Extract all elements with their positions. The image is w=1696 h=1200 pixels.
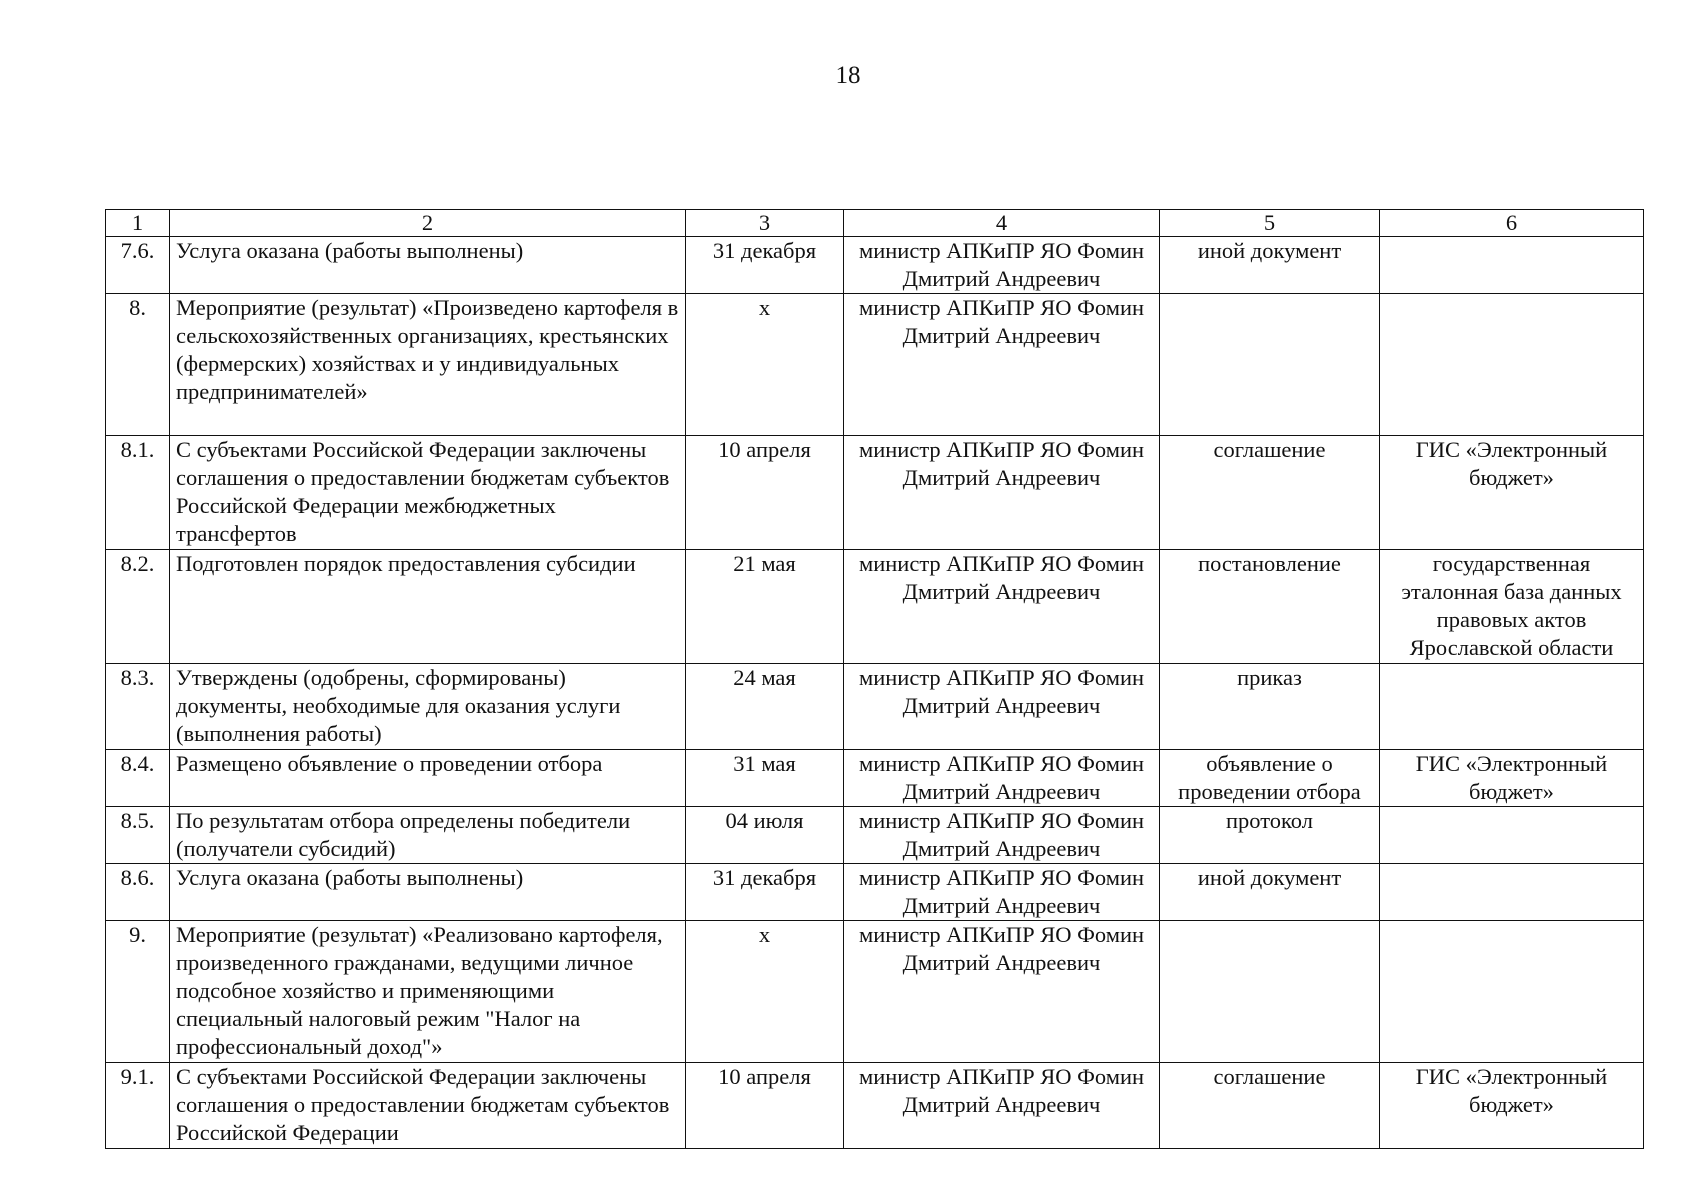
information-system-cell: ГИС «Электронный бюджет» (1380, 750, 1644, 807)
table-row (106, 237, 1644, 294)
deadline-cell: х (686, 294, 844, 436)
deadline-cell: 31 мая (686, 750, 844, 807)
row-number-cell: 8.5. (106, 807, 170, 864)
row-number-cell: 9. (106, 921, 170, 1063)
deadline-cell: 31 декабря (686, 237, 844, 294)
responsible-cell: министр АПКиПР ЯО Фомин Дмитрий Андреевич (844, 921, 1160, 1063)
schedule-table (105, 209, 1644, 1149)
deadline-cell: 10 апреля (686, 436, 844, 550)
deadline-cell: 10 апреля (686, 1063, 844, 1149)
information-system-cell: ГИС «Электронный бюджет» (1380, 1063, 1644, 1149)
column-number: 2 (170, 210, 686, 237)
deadline-cell: 31 декабря (686, 864, 844, 921)
information-system-cell: государственная эталонная база данных правовых актов Ярославской области (1380, 550, 1644, 664)
responsible-cell: министр АПКиПР ЯО Фомин Дмитрий Андреевич (844, 1063, 1160, 1149)
information-system-cell (1380, 921, 1644, 1063)
row-number-cell: 8.3. (106, 664, 170, 750)
row-number-cell: 8.6. (106, 864, 170, 921)
table-row (106, 664, 1644, 750)
information-system-cell (1380, 237, 1644, 294)
document-type-cell (1160, 294, 1380, 436)
document-type-cell: иной документ (1160, 864, 1380, 921)
column-number: 6 (1380, 210, 1644, 237)
responsible-cell: министр АПКиПР ЯО Фомин Дмитрий Андреевич (844, 807, 1160, 864)
activity-cell: По результатам отбора определены победители (получатели субсидий) (170, 807, 686, 864)
document-type-cell: соглашение (1160, 1063, 1380, 1149)
row-number-cell: 8.4. (106, 750, 170, 807)
row-number-cell: 8. (106, 294, 170, 436)
activity-cell: Услуга оказана (работы выполнены) (170, 864, 686, 921)
deadline-cell: х (686, 921, 844, 1063)
table-row (106, 807, 1644, 864)
table-row (106, 864, 1644, 921)
deadline-cell: 04 июля (686, 807, 844, 864)
information-system-cell (1380, 864, 1644, 921)
information-system-cell (1380, 664, 1644, 750)
column-number: 5 (1160, 210, 1380, 237)
document-type-cell: иной документ (1160, 237, 1380, 294)
activity-cell: Размещено объявление о проведении отбора (170, 750, 686, 807)
activity-cell: Услуга оказана (работы выполнены) (170, 237, 686, 294)
page-number: 18 (835, 62, 861, 89)
activity-cell: С субъектами Российской Федерации заключены соглашения о предоставлении бюджетам субъектов Российской Федерации межбюджетных трансфертов (170, 436, 686, 550)
table-row (106, 550, 1644, 664)
row-number-cell: 9.1. (106, 1063, 170, 1149)
document-type-cell: объявление о проведении отбора (1160, 750, 1380, 807)
responsible-cell: министр АПКиПР ЯО Фомин Дмитрий Андреевич (844, 294, 1160, 436)
activity-cell: С субъектами Российской Федерации заключены соглашения о предоставлении бюджетам субъектов Российской Федерации (170, 1063, 686, 1149)
responsible-cell: министр АПКиПР ЯО Фомин Дмитрий Андреевич (844, 436, 1160, 550)
deadline-cell: 21 мая (686, 550, 844, 664)
document-type-cell (1160, 921, 1380, 1063)
document-type-cell: соглашение (1160, 436, 1380, 550)
table-row (106, 1063, 1644, 1149)
activity-cell: Мероприятие (результат) «Реализовано картофеля, произведенного гражданами, ведущими личное подсобное хозяйство и применяющими специальный налоговый режим "Налог на профессиональный доход"» (170, 921, 686, 1063)
row-number-cell: 8.1. (106, 436, 170, 550)
responsible-cell: министр АПКиПР ЯО Фомин Дмитрий Андреевич (844, 237, 1160, 294)
document-type-cell: постановление (1160, 550, 1380, 664)
information-system-cell (1380, 294, 1644, 436)
row-number-cell: 7.6. (106, 237, 170, 294)
deadline-cell: 24 мая (686, 664, 844, 750)
row-number-cell: 8.2. (106, 550, 170, 664)
column-number: 3 (686, 210, 844, 237)
table-row (106, 294, 1644, 436)
responsible-cell: министр АПКиПР ЯО Фомин Дмитрий Андреевич (844, 664, 1160, 750)
responsible-cell: министр АПКиПР ЯО Фомин Дмитрий Андреевич (844, 550, 1160, 664)
information-system-cell: ГИС «Электронный бюджет» (1380, 436, 1644, 550)
responsible-cell: министр АПКиПР ЯО Фомин Дмитрий Андреевич (844, 864, 1160, 921)
activity-cell: Мероприятие (результат) «Произведено картофеля в сельскохозяйственных организациях, крестьянских (фермерских) хозяйствах и у индивидуальных предпринимателей» (170, 294, 686, 436)
activity-cell: Подготовлен порядок предоставления субсидии (170, 550, 686, 664)
table-row (106, 921, 1644, 1063)
responsible-cell: министр АПКиПР ЯО Фомин Дмитрий Андреевич (844, 750, 1160, 807)
information-system-cell (1380, 807, 1644, 864)
document-type-cell: протокол (1160, 807, 1380, 864)
table-row (106, 750, 1644, 807)
column-number: 4 (844, 210, 1160, 237)
activity-cell: Утверждены (одобрены, сформированы) документы, необходимые для оказания услуги (выполнения работы) (170, 664, 686, 750)
column-number: 1 (106, 210, 170, 237)
document-type-cell: приказ (1160, 664, 1380, 750)
table-row (106, 436, 1644, 550)
column-number-row (106, 210, 1644, 237)
